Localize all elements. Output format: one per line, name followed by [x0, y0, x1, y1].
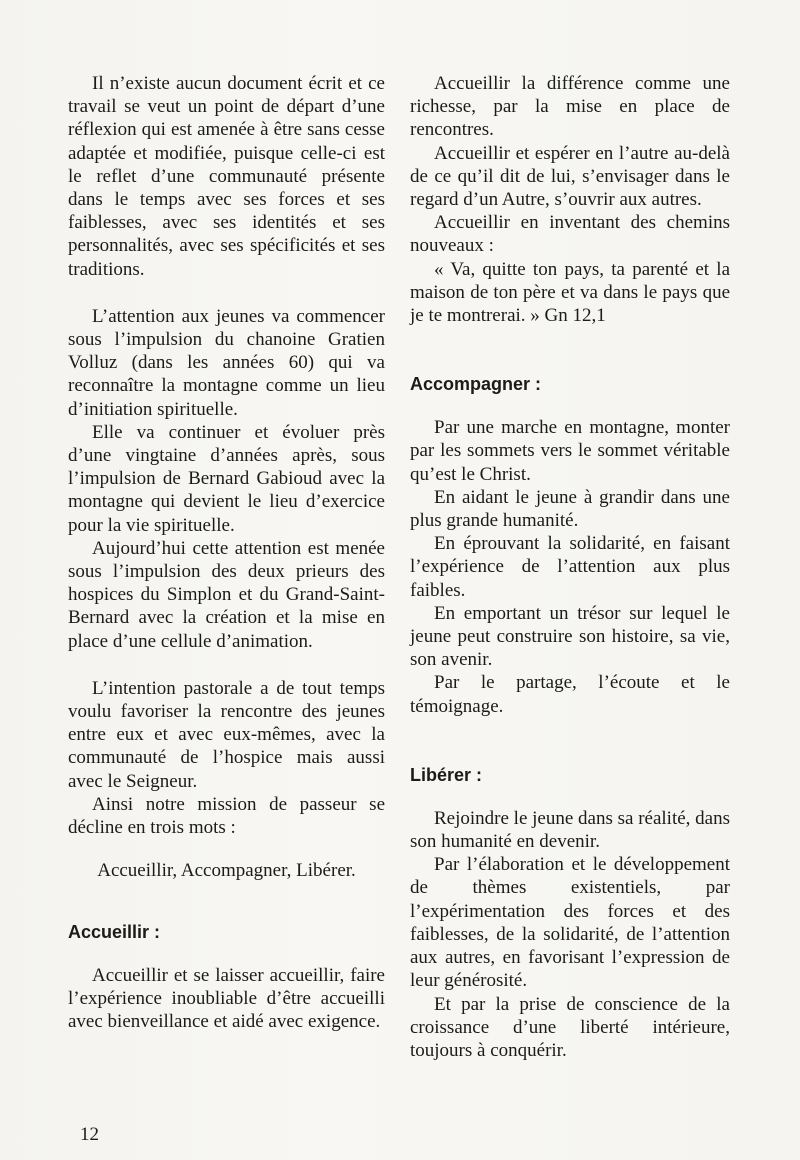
accompagner-paragraph-1: Par une marche en montagne, monter par les sommets vers le sommet véritable qu’est le Christ.: [410, 417, 730, 485]
accueillir-continued-2: Accueillir et espérer en l’autre au-delà de ce qu’il dit de lui, s’envisager dans le regard d’un Autre, s’ouvrir aux autres.: [410, 142, 730, 211]
pastoral-paragraph: L’intention pastorale a de tout temps voulu favoriser la rencontre des jeunes entre eux et avec eux-mêmes, avec la communauté de l’hospice mais aussi avec le Seigneur.: [68, 677, 385, 792]
accueillir-continued-1: Accueillir la différence comme une richesse, par la mise en place de rencontres.: [410, 73, 730, 141]
history-paragraph-2: Elle va continuer et évoluer près d’une vingtaine d’années après, sous l’impulsion de Bernard Gabioud avec la montagne qui devient le lieu d’exercice pour la vie spirituelle.: [68, 421, 385, 536]
liberer-paragraph-3: Et par la prise de conscience de la croissance d’une liberté intérieure, toujours à conquérir.: [410, 993, 730, 1061]
right-column: [410, 72, 730, 1062]
accompagner-paragraph-4: En emportant un trésor sur lequel le jeune peut construire son histoire, sa vie, son avenir.: [410, 602, 730, 671]
liberer-paragraph-2: Par l’élaboration et le développement de thèmes existentiels, par l’expérimentation des forces et des faiblesses, de la solidarité, de l’attention aux autres, en favorisant l’expression de leur générosité.: [410, 854, 730, 992]
heading-accueillir: Accueillir :: [68, 921, 161, 942]
left-column: [68, 72, 385, 1033]
accompagner-paragraph-2: En aidant le jeune à grandir dans une plus grande humanité.: [410, 486, 730, 532]
accueillir-paragraph: Accueillir et se laisser accueillir, faire l’expérience inoubliable d’être accueilli avec bienveillance et aidé avec exigence.: [68, 964, 385, 1032]
accompagner-paragraph-5: Par le partage, l’écoute et le témoignage.: [410, 672, 730, 717]
genesis-quote: « Va, quitte ton pays, ta parenté et la maison de ton père et va dans le pays que je te montrerai. » Gn 12,1: [410, 258, 730, 327]
history-paragraph-3: Aujourd’hui cette attention est menée sous l’impulsion des deux prieurs des hospices du Simplon et du Grand-Saint-Bernard avec la création et la mise en place d’une cellule d’animation.: [68, 537, 385, 652]
page-number: 12: [80, 1124, 99, 1145]
accompagner-paragraph-3: En éprouvant la solidarité, en faisant l’expérience de l’attention aux plus faibles.: [410, 533, 730, 601]
three-words-line: Accueillir, Accompagner, Libérer.: [97, 860, 356, 882]
mission-paragraph: Ainsi notre mission de passeur se décline en trois mots :: [68, 793, 385, 839]
intro-paragraph: Il n’existe aucun document écrit et ce travail se veut un point de départ d’une réflexion qui est amenée à être sans cesse adaptée et modifiée, puisque celle-ci est le reflet d’une communauté présente dans le temps avec ses forces et ses faiblesses, avec ses identités et ses personnalités, avec ses spécificités et ses traditions.: [68, 73, 385, 280]
accueillir-continued-3: Accueillir en inventant des chemins nouveaux :: [410, 212, 730, 257]
heading-accompagner: Accompagner :: [410, 374, 542, 395]
liberer-paragraph-1: Rejoindre le jeune dans sa réalité, dans son humanité en devenir.: [410, 807, 730, 853]
history-paragraph-1: L’attention aux jeunes va commencer sous l’impulsion du chanoine Gratien Volluz (dans les années 60) qui va reconnaître la montagne comme un lieu d’initiation spirituelle.: [68, 305, 385, 420]
heading-liberer: Libérer :: [410, 764, 483, 785]
